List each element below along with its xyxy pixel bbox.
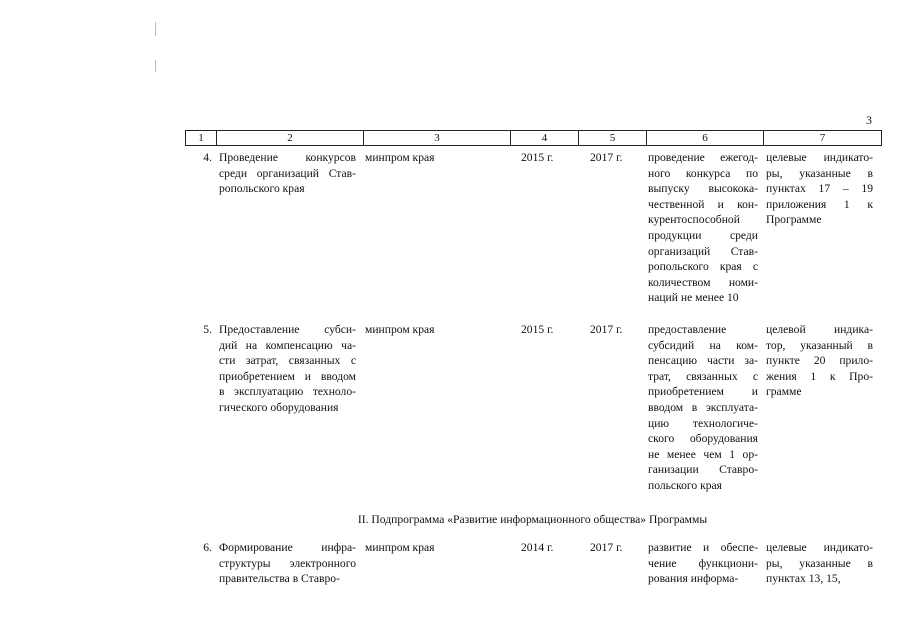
column-header: 7 xyxy=(763,131,881,145)
start-year: 2015 г. xyxy=(521,151,554,164)
expected-result-line: чественной и кон- xyxy=(648,197,758,211)
measure-name-line: ропольского края xyxy=(219,182,305,196)
executor: минпром края xyxy=(365,541,435,554)
expected-result-line: трат, связанных с xyxy=(648,369,758,383)
indicator-line: ры, указанные в xyxy=(766,556,873,570)
scan-mark xyxy=(155,22,156,36)
expected-result-line: проведение ежегод- xyxy=(648,151,758,164)
indicator-line: Программе xyxy=(766,213,822,227)
indicator-line: тор, указанный в xyxy=(766,338,873,352)
measure-name-line: Предоставление субси- xyxy=(219,323,356,336)
expected-result-line: количеством номи- xyxy=(648,275,758,289)
expected-result-line: рования информа- xyxy=(648,572,739,586)
measure-name-line: дий на компенсацию ча- xyxy=(219,338,356,352)
expected-result-line: пенсацию части за- xyxy=(648,354,758,368)
start-year: 2014 г. xyxy=(521,541,554,554)
expected-result-line: чение функциони- xyxy=(648,556,758,570)
column-header: 1 xyxy=(198,132,204,144)
start-year: 2015 г. xyxy=(521,323,554,336)
row-number: 5. xyxy=(203,323,212,336)
expected-result-line: не менее чем 1 ор- xyxy=(648,447,758,461)
column-header: 5 xyxy=(578,131,646,145)
expected-result-line: вводом в эксплуата- xyxy=(648,401,758,414)
measure-name-line: Формирование инфра- xyxy=(219,541,356,554)
indicator-line: пунктах 17 – 19 xyxy=(766,182,873,196)
indicator-line: целевой индика- xyxy=(766,323,873,336)
expected-result-line: ропольского края с xyxy=(648,260,758,274)
expected-result-line: ного конкурса по xyxy=(648,166,758,180)
expected-result-line: польского края xyxy=(648,479,722,492)
measure-name-line: гического оборудования xyxy=(219,401,339,414)
measure-name-line: приобретением и вводом xyxy=(219,369,356,383)
measure-name-line: в эксплуатацию техноло- xyxy=(219,385,356,399)
expected-result-line: предоставление xyxy=(648,323,727,336)
row-number: 6. xyxy=(203,541,212,554)
indicator-line: ры, указанные в xyxy=(766,166,873,180)
column-header: 4 xyxy=(510,131,578,145)
indicator-line: целевые индикато- xyxy=(766,151,873,164)
indicator-line: пункте 20 прило- xyxy=(766,354,873,368)
end-year: 2017 г. xyxy=(590,151,623,164)
executor: минпром края xyxy=(365,151,435,164)
indicator-line: грамме xyxy=(766,385,802,399)
measure-name-line: правительства в Ставро- xyxy=(219,572,340,586)
end-year: 2017 г. xyxy=(590,323,623,336)
measure-name-line: Проведение конкурсов xyxy=(219,151,356,164)
expected-result-line: продукции среди xyxy=(648,229,758,242)
expected-result-line: курентоспособной xyxy=(648,213,740,227)
expected-result-line: наций не менее 10 xyxy=(648,291,739,305)
column-header: 3 xyxy=(363,131,510,145)
indicator-line: пунктах 13, 15, xyxy=(766,572,841,586)
page-number: 3 xyxy=(866,113,872,127)
row-number: 4. xyxy=(203,151,212,164)
indicator-line: жения 1 к Про- xyxy=(766,369,873,383)
expected-result-line: организаций Став- xyxy=(648,244,758,258)
expected-result-line: ганизации Ставро- xyxy=(648,463,758,477)
measure-name-line: среди организаций Став- xyxy=(219,166,356,180)
section-title: II. Подпрограмма «Развитие информационного общества» Программы xyxy=(357,513,708,526)
expected-result-line: развитие и обеспе- xyxy=(648,541,758,554)
expected-result-line: приобретением и xyxy=(648,385,758,399)
end-year: 2017 г. xyxy=(590,541,623,554)
expected-result-line: цию технологиче- xyxy=(648,416,758,430)
expected-result-line: ского оборудования xyxy=(648,432,758,446)
table-header xyxy=(185,130,882,146)
column-header: 6 xyxy=(646,131,763,145)
executor: минпром края xyxy=(365,323,435,336)
indicator-line: целевые индикато- xyxy=(766,541,873,554)
scan-mark xyxy=(155,60,156,72)
measure-name-line: сти затрат, связанных с xyxy=(219,354,356,368)
indicator-line: приложения 1 к xyxy=(766,197,873,211)
column-header: 2 xyxy=(216,131,363,145)
expected-result-line: выпуску высокока- xyxy=(648,182,758,196)
expected-result-line: субсидий на ком- xyxy=(648,338,758,352)
measure-name-line: структуры электронного xyxy=(219,556,356,570)
